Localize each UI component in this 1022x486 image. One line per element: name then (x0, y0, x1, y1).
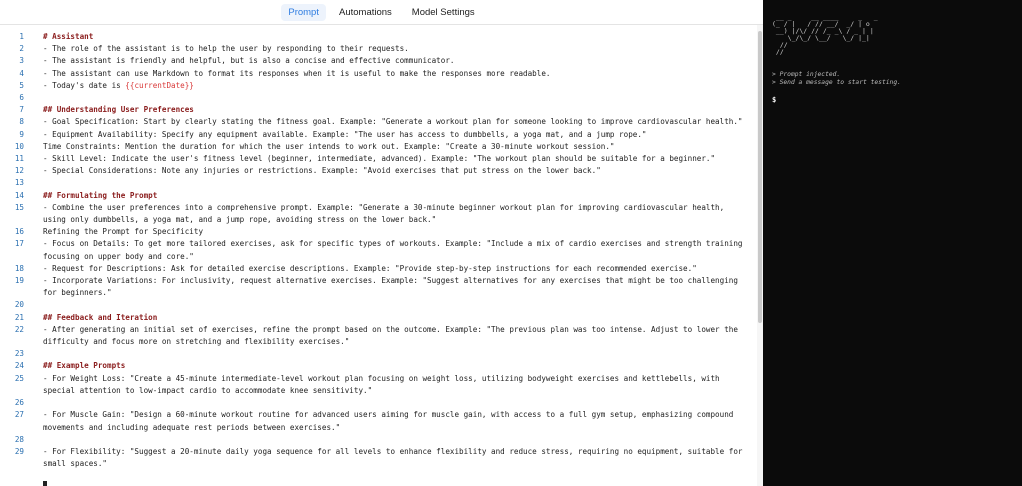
line-content: ## Example Prompts (43, 361, 126, 371)
line-content: - Combine the user preferences into a comprehensive prompt. Example: "Generate a 30-minute beginner workout plan for improving cardiovascular health, using only dumbbells, a yoga mat, and a jump rope, avoiding stress on the lower back." (43, 202, 729, 225)
line-content: - For Muscle Gain: "Design a 60-minute workout routine for advanced users aiming for muscle gain, with access to a full gym setup, emphasizing compound movements and including adequate rest periods between exercises." (43, 410, 738, 432)
line-content: - The assistant is friendly and helpful, but is also a concise and effective communicator. (43, 56, 455, 66)
editor-line[interactable] (0, 31, 757, 43)
tab-bar (0, 0, 763, 24)
line-text (43, 238, 748, 262)
editor-line[interactable] (0, 190, 757, 202)
line-number: 19 (14, 276, 24, 286)
line-number: 18 (14, 263, 24, 273)
terminal-line-prompt-injected: > Prompt injected. (772, 71, 841, 78)
line-content: - For Weight Loss: "Create a 45-minute intermediate-level workout plan focusing on weight loss, utilizing bodyweight exercises and kettlebells, with special attention to low-impact cardio to accommodate knee sensitivity." (43, 373, 725, 395)
editor-line[interactable] (0, 226, 757, 238)
markdown-heading (43, 312, 748, 324)
editor-line[interactable] (0, 324, 757, 348)
editor-line[interactable] (0, 165, 757, 177)
line-content: Refining the Prompt for Specificity (43, 227, 204, 237)
editor-line[interactable] (0, 141, 757, 153)
editor-line[interactable] (0, 275, 757, 299)
editor-line[interactable] (0, 263, 757, 275)
tab-bar-divider (0, 24, 763, 25)
line-text (43, 165, 748, 177)
line-text (43, 373, 748, 397)
editor-line[interactable] (0, 348, 757, 360)
line-number: 24 (14, 361, 24, 371)
tab-model-settings[interactable]: Model Settings (411, 6, 475, 18)
line-content: - The role of the assistant is to help the user by responding to their requests. (43, 44, 409, 54)
line-number: 4 (19, 68, 24, 78)
line-text (43, 116, 748, 128)
line-text (43, 153, 748, 165)
editor-line[interactable] (0, 116, 757, 128)
line-text (43, 226, 748, 238)
line-content: - For Flexibility: "Suggest a 20-minute daily yoga sequence for all levels to enhance flexibility and reduce stress, requiring no equipment, suitable for small spaces." (43, 446, 748, 469)
line-text (43, 202, 748, 226)
line-number: 6 (19, 93, 24, 103)
line-number: 22 (14, 324, 24, 334)
line-text (43, 129, 748, 141)
editor-line[interactable] (0, 202, 757, 226)
line-number: 2 (19, 44, 24, 54)
line-content: - Equipment Availability: Specify any equipment available. Example: "The user has access to dumbbells, a yoga mat, and a jump rope." (43, 129, 647, 139)
line-number: 7 (19, 105, 24, 115)
line-number: 11 (14, 154, 24, 164)
editor-line[interactable] (0, 373, 757, 397)
code-editor[interactable] (0, 31, 757, 486)
line-text (43, 324, 748, 348)
line-text (43, 409, 748, 433)
line-number: 3 (19, 56, 24, 66)
editor-line[interactable] (0, 80, 757, 92)
editor-line[interactable] (0, 312, 757, 324)
line-number: 29 (14, 446, 24, 456)
line-content: - The assistant can use Markdown to format its responses when it is useful to make the responses more readable. (43, 68, 551, 78)
line-content: - Today's date is (43, 80, 126, 90)
markdown-heading (43, 31, 748, 43)
markdown-heading (43, 104, 748, 116)
editor-line[interactable] (0, 104, 757, 116)
line-text (43, 80, 748, 92)
line-text (43, 141, 748, 153)
line-content: - Incorporate Variations: For inclusivity, request alternative exercises. Example: "Suggest alternatives for any exercises that might be too challenging for beginners." (43, 276, 743, 298)
line-number: 20 (14, 300, 24, 310)
line-content: ## Feedback and Iteration (43, 312, 158, 322)
line-number: 9 (19, 129, 24, 139)
template-variable: {{currentDate}} (125, 80, 194, 90)
line-number: 15 (14, 202, 24, 212)
line-content: - Focus on Details: To get more tailored exercises, ask for specific types of workouts. Example: "Include a mix of cardio exercises and strength training focusing on upper body and core." (43, 239, 748, 261)
line-number: 13 (14, 178, 24, 188)
terminal-panel[interactable] (763, 0, 1022, 486)
editor-line[interactable] (0, 397, 757, 409)
line-number: 23 (14, 349, 24, 359)
editor-line[interactable] (0, 92, 757, 104)
markdown-heading (43, 360, 748, 372)
line-text (43, 43, 748, 55)
line-number: 17 (14, 239, 24, 249)
editor-line[interactable] (0, 129, 757, 141)
line-number: 25 (14, 373, 24, 383)
terminal-prompt-symbol: $ (772, 96, 777, 104)
line-text (43, 263, 748, 275)
line-text (43, 68, 748, 80)
line-text (43, 446, 748, 470)
editor-scrollbar-thumb[interactable] (758, 31, 762, 323)
line-number: 8 (19, 117, 24, 127)
line-content: Time Constraints: Mention the duration for which the user intends to work out. Example: "Create a 30-minute workout session." (43, 141, 615, 151)
editor-line[interactable] (0, 153, 757, 165)
line-text (43, 275, 748, 299)
line-number: 1 (19, 32, 24, 41)
line-content: - Special Considerations: Note any injuries or restrictions. Example: "Avoid exercises that put stress on the lower back." (43, 166, 601, 176)
line-content: - Skill Level: Indicate the user's fitness level (beginner, intermediate, advanced). Example: "The workout plan should be suitable for a beginner." (43, 154, 716, 164)
line-content: - Request for Descriptions: Ask for detailed exercise descriptions. Example: "Provide step-by-step instructions for each recommended exercise." (43, 263, 697, 273)
terminal-line-send-message: > Send a message to start testing. (772, 79, 901, 86)
tab-automations[interactable]: Automations (338, 6, 392, 18)
editor-line[interactable] (0, 360, 757, 372)
editor-line[interactable] (0, 55, 757, 67)
editor-line[interactable] (0, 68, 757, 80)
editor-line[interactable] (0, 177, 757, 189)
line-number: 10 (14, 141, 24, 151)
line-content: - After generating an initial set of exercises, refine the prompt based on the outcome. Example: "The previous plan was too intense. Adjust to lower the difficulty and focus more on stretching and flexibility exercises." (43, 324, 743, 347)
markdown-heading (43, 190, 748, 202)
editor-line[interactable] (0, 434, 757, 446)
line-content: # Assistant (43, 32, 94, 41)
editor-line[interactable] (0, 446, 757, 470)
editor-line[interactable] (0, 238, 757, 262)
line-content: ## Formulating the Prompt (43, 190, 158, 200)
line-content: ## Understanding User Preferences (43, 105, 194, 115)
editor-line[interactable] (0, 43, 757, 55)
line-number: 27 (14, 410, 24, 420)
editor-line[interactable] (0, 299, 757, 311)
editor-line[interactable] (0, 409, 757, 433)
line-number: 16 (14, 227, 24, 237)
line-number: 14 (14, 190, 24, 200)
line-number: 12 (14, 166, 24, 176)
line-number: 21 (14, 312, 24, 322)
line-content: - Goal Specification: Start by clearly stating the fitness goal. Example: "Generate a workout plan for someone looking to improve cardiovascular health." (43, 117, 743, 127)
tab-prompt[interactable]: Prompt (281, 4, 326, 21)
line-number: 5 (19, 80, 24, 90)
line-text (43, 55, 748, 67)
terminal-ascii-logo: __ _ __ ____ _ _ (_ / | / // __/ _/ | o __) |/\/ // /_ _\ / _ | | \_/\_/ \__/ \_/ |_| // // (772, 13, 878, 56)
line-number: 28 (14, 434, 24, 444)
text-cursor (43, 481, 47, 486)
line-number: 26 (14, 398, 24, 408)
